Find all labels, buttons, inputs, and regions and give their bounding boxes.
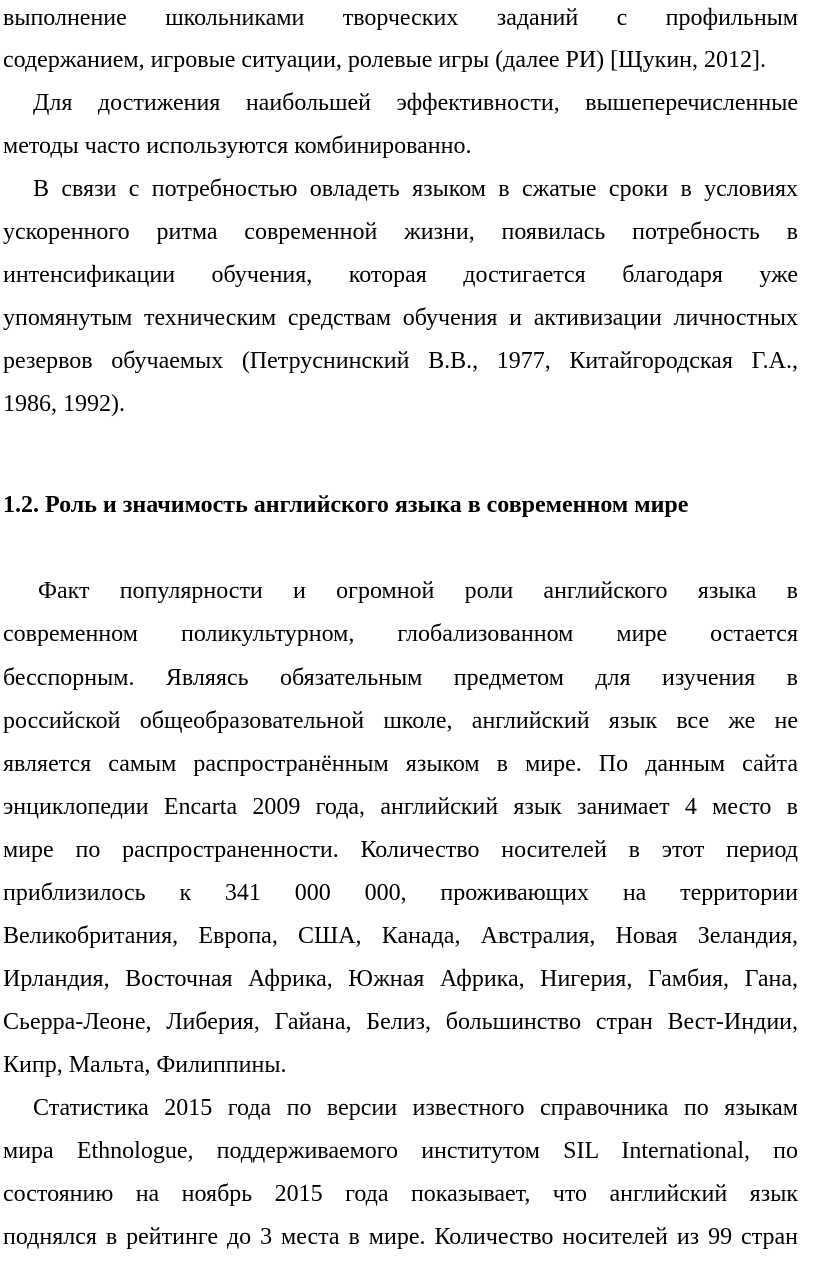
paragraph-4-line-7: мире по распространенности. Количество носителей в этот период <box>3 837 798 863</box>
paragraph-5-line-2: мира Ethnologue, поддерживаемого институтом SIL International, по <box>3 1138 798 1164</box>
paragraph-3-line-6: 1986, 1992). <box>3 391 125 417</box>
paragraph-3-line-1: В связи с потребностью овладеть языком в сжатые сроки в условиях <box>33 176 798 202</box>
paragraph-4-line-6: энциклопедии Encarta 2009 года, английский язык занимает 4 место в <box>3 794 798 820</box>
paragraph-3-line-4: упомянутым техническим средствам обучения и активизации личностных <box>3 305 798 331</box>
section-heading: 1.2. Роль и значимость английского языка в современном мире <box>3 492 689 518</box>
paragraph-4-line-4: российской общеобразовательной школе, английский язык все же не <box>3 708 798 734</box>
paragraph-1-line-1: выполнение школьниками творческих заданий с профильным <box>3 5 798 31</box>
paragraph-1-line-2: содержанием, игровые ситуации, ролевые игры (далее РИ) [Щукин, 2012]. <box>3 47 767 73</box>
paragraph-4-line-2: современном поликультурном, глобализованном мире остается <box>3 621 798 647</box>
paragraph-3-line-2: ускоренного ритма современной жизни, появилась потребность в <box>3 219 798 245</box>
paragraph-5-line-1: Статистика 2015 года по версии известного справочника по языкам <box>33 1095 798 1121</box>
paragraph-3-line-3: интенсификации обучения, которая достигается благодаря уже <box>3 262 798 288</box>
paragraph-2-line-2: методы часто используются комбинированно. <box>3 133 472 159</box>
paragraph-4-line-11: Сьерра-Леоне, Либерия, Гайана, Белиз, большинство стран Вест-Индии, <box>3 1009 798 1035</box>
paragraph-4-line-5: является самым распространённым языком в мире. По данным сайта <box>3 751 798 777</box>
paragraph-4-line-8: приблизилось к 341 000 000, проживающих на территории <box>3 880 798 906</box>
paragraph-4-line-10: Ирландия, Восточная Африка, Южная Африка, Нигерия, Гамбия, Гана, <box>3 966 798 992</box>
paragraph-5-line-4: поднялся в рейтинге до 3 места в мире. Количество носителей из 99 стран <box>3 1224 798 1250</box>
paragraph-3-line-5: резервов обучаемых (Петруснинский В.В., 1977, Китайгородская Г.А., <box>3 348 798 374</box>
paragraph-4-line-12: Кипр, Мальта, Филиппины. <box>3 1052 287 1078</box>
paragraph-4-line-3: бесспорным. Являясь обязательным предметом для изучения в <box>3 665 798 691</box>
paragraph-2-line-1: Для достижения наибольшей эффективности, вышеперечисленные <box>33 90 798 116</box>
paragraph-4-line-9: Великобритания, Европа, США, Канада, Австралия, Новая Зеландия, <box>3 923 798 949</box>
paragraph-5-line-3: состоянию на ноябрь 2015 года показывает, что английский язык <box>3 1181 798 1207</box>
paragraph-4-line-1: Факт популярности и огромной роли английского языка в <box>38 578 798 604</box>
